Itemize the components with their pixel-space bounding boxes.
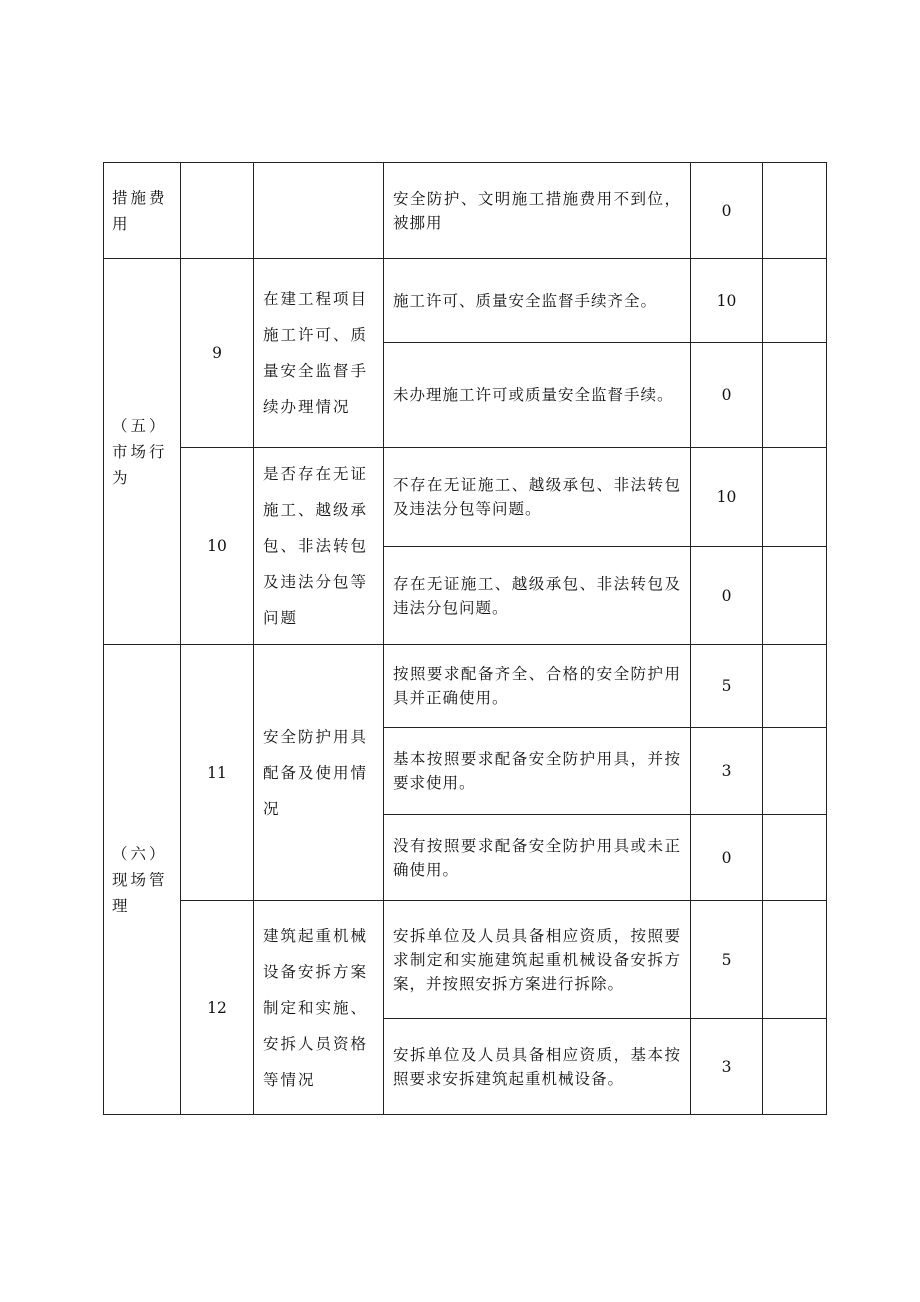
number-cell: 11 [181, 645, 254, 901]
criteria-cell: 安拆单位及人员具备相应资质，按照要求制定和实施建筑起重机械设备安拆方案，并按照安拆方案进行拆除。 [384, 901, 691, 1019]
category-cell: （六）现场管理 [104, 645, 181, 1115]
blank-cell [763, 448, 827, 547]
blank-cell [763, 728, 827, 815]
category-cell: 措施费用 [104, 163, 181, 259]
number-cell: 12 [181, 901, 254, 1115]
item-cell: 安全防护用具配备及使用情况 [254, 645, 384, 901]
score-cell: 10 [691, 259, 763, 343]
number-cell [181, 163, 254, 259]
criteria-cell: 施工许可、质量安全监督手续齐全。 [384, 259, 691, 343]
criteria-cell: 未办理施工许可或质量安全监督手续。 [384, 343, 691, 448]
category-cell: （五）市场行为 [104, 259, 181, 645]
criteria-cell: 按照要求配备齐全、合格的安全防护用具并正确使用。 [384, 645, 691, 728]
blank-cell [763, 547, 827, 645]
blank-cell [763, 343, 827, 448]
number-cell: 10 [181, 448, 254, 645]
criteria-cell: 不存在无证施工、越级承包、非法转包及违法分包等问题。 [384, 448, 691, 547]
table-row [104, 645, 827, 728]
blank-cell [763, 259, 827, 343]
item-cell: 建筑起重机械设备安拆方案制定和实施、安拆人员资格等情况 [254, 901, 384, 1115]
blank-cell [763, 901, 827, 1019]
criteria-cell: 安拆单位及人员具备相应资质，基本按照要求安拆建筑起重机械设备。 [384, 1019, 691, 1115]
criteria-cell: 安全防护、文明施工措施费用不到位，被挪用 [384, 163, 691, 259]
score-cell: 0 [691, 547, 763, 645]
number-cell: 9 [181, 259, 254, 448]
score-cell: 0 [691, 343, 763, 448]
criteria-cell: 没有按照要求配备安全防护用具或未正确使用。 [384, 815, 691, 901]
criteria-cell: 存在无证施工、越级承包、非法转包及违法分包问题。 [384, 547, 691, 645]
table-row [104, 163, 827, 259]
item-cell [254, 163, 384, 259]
score-cell: 0 [691, 163, 763, 259]
score-cell: 10 [691, 448, 763, 547]
score-cell: 5 [691, 645, 763, 728]
blank-cell [763, 645, 827, 728]
blank-cell [763, 1019, 827, 1115]
criteria-cell: 基本按照要求配备安全防护用具，并按要求使用。 [384, 728, 691, 815]
item-cell: 在建工程项目施工许可、质量安全监督手续办理情况 [254, 259, 384, 448]
blank-cell [763, 815, 827, 901]
table-row [104, 259, 827, 343]
scoring-table [103, 162, 827, 1115]
score-cell: 0 [691, 815, 763, 901]
score-cell: 3 [691, 728, 763, 815]
table-row [104, 448, 827, 547]
table-row [104, 901, 827, 1019]
score-cell: 3 [691, 1019, 763, 1115]
blank-cell [763, 163, 827, 259]
score-cell: 5 [691, 901, 763, 1019]
item-cell: 是否存在无证施工、越级承包、非法转包及违法分包等问题 [254, 448, 384, 645]
